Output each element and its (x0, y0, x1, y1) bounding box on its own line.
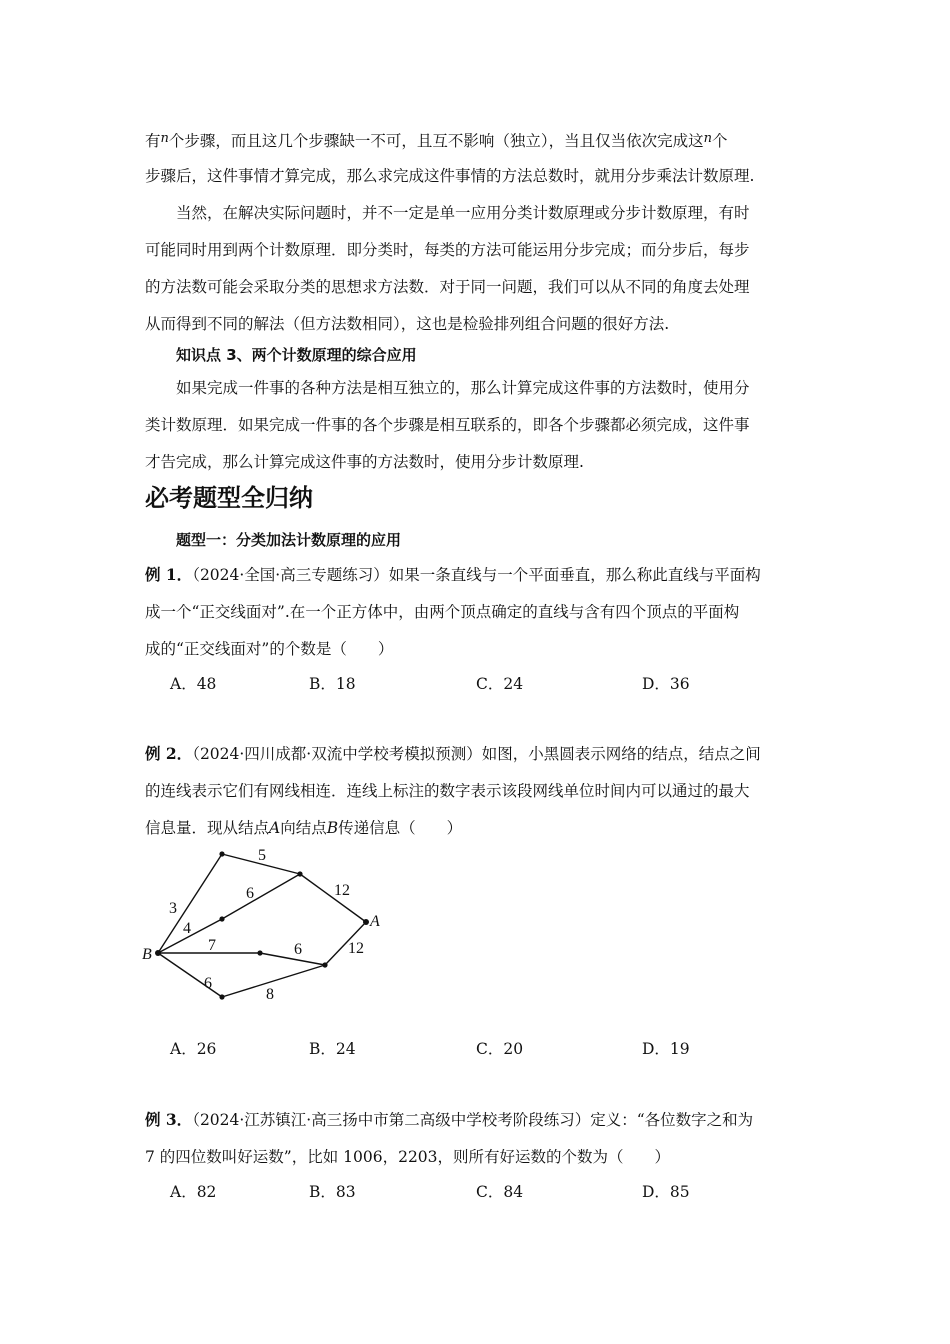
var-n: n (703, 131, 713, 146)
node-center (257, 950, 262, 955)
ex1-option-a: A．48 (170, 675, 217, 693)
network-graph (138, 840, 398, 1010)
ex3-option-c: C．84 (476, 1183, 524, 1201)
node-b-label: B (142, 946, 152, 963)
edge-label-4: 4 (183, 920, 191, 937)
ex2-option-b: B．24 (309, 1040, 356, 1058)
ex2-line-1: 例 2．（2024·四川成都·双流中学校考模拟预测）如图，小黑圆表示网络的结点，结点之间 (145, 744, 761, 763)
section-title: 必考题型全归纳 (145, 484, 313, 512)
intro-para2-line-2: 可能同时用到两个计数原理．即分类时，每类的方法可能运用分步完成；而分步后，每步 (145, 241, 750, 259)
intro-para2-line-1: 当然，在解决实际问题时，并不一定是单一应用分类计数原理或分步计数原理，有时 (176, 204, 750, 222)
node-a (363, 919, 369, 925)
edge-label-12-upper: 12 (334, 882, 350, 899)
type1-title: 题型一：分类加法计数原理的应用 (176, 531, 402, 549)
ex3-option-d: D．85 (642, 1183, 690, 1201)
node-bottom (219, 994, 224, 999)
edge-upper-a (300, 874, 366, 922)
ex3-line-1: 例 3．（2024·江苏镇江·高三扬中市第二高级中学校考阶段练习）定义：“各位数字之和为 (145, 1110, 754, 1129)
node-mid (219, 916, 224, 921)
node-lower (322, 962, 327, 967)
ex1-option-d: D．36 (642, 675, 690, 693)
node-a-label: A (370, 913, 380, 930)
ex2-line-2: 的连线表示它们有网线相连．连线上标注的数字表示该段网线单位时间内可以通过的最大 (145, 782, 750, 800)
edge-mid-upper (222, 874, 300, 919)
ex1-line-3: 成的“正交线面对”的个数是（ ） (145, 640, 394, 658)
edge-label-6-center: 6 (294, 941, 302, 958)
var-n: n (160, 131, 169, 146)
edge-b-bottom (158, 953, 222, 997)
ex2-option-d: D．19 (642, 1040, 690, 1058)
edge-label-8: 8 (266, 986, 274, 1003)
ex3-option-b: B．83 (309, 1183, 356, 1201)
intro-para2-line-4: 从而得到不同的解法（但方法数相同），这也是检验排列组合问题的很好方法. (145, 315, 670, 333)
kp3-line-1: 如果完成一件事的各种方法是相互独立的，那么计算完成这件事的方法数时，使用分 (176, 379, 750, 397)
ex1-line-2: 成一个“正交线面对”.在一个正方体中，由两个顶点确定的直线与含有四个顶点的平面构 (145, 603, 740, 621)
node-upper (297, 871, 302, 876)
edge-label-6-bottom: 6 (204, 975, 212, 992)
ex1-line-1: 例 1．（2024·全国·高三专题练习）如果一条直线与一个平面垂直，那么称此直线与平面构 (145, 565, 761, 584)
intro-line-2: 步骤后，这件事情才算完成，那么求完成这件事情的方法总数时，就用分步乘法计数原理. (145, 167, 755, 185)
ex2-option-c: C．20 (476, 1040, 524, 1058)
node-top (219, 851, 224, 856)
ex3-option-a: A．82 (170, 1183, 217, 1201)
ex1-option-b: B．18 (309, 675, 356, 693)
kp3-title: 知识点 3、两个计数原理的综合应用 (176, 346, 417, 364)
ex3-label: 例 3． (145, 1110, 193, 1129)
ex3-line-2: 7 的四位数叫好运数”，比如 1006，2203，则所有好运数的个数为（ ） (145, 1148, 671, 1166)
edge-label-3: 3 (169, 900, 177, 917)
kp3-line-3: 才告完成，那么计算完成这件事的方法数时，使用分步计数原理. (145, 453, 584, 471)
ex2-line-3: 信息量．现从结点A向结点B传递信息（ ） (145, 819, 463, 837)
edge-label-12-lower: 12 (348, 940, 364, 957)
intro-para2-line-3: 的方法数可能会采取分类的思想求方法数．对于同一问题，我们可以从不同的角度去处理 (145, 278, 750, 296)
node-b (155, 950, 161, 956)
ex1-label: 例 1． (145, 565, 193, 584)
intro-line-1: 有$^n$个步骤，而且这几个步骤缺一不可，且互不影响（独立），当且仅当依次完成这$^n$个 (145, 131, 728, 150)
ex1-option-c: C．24 (476, 675, 524, 693)
edge-label-5: 5 (258, 847, 266, 864)
edge-center-lower (260, 953, 325, 965)
edge-label-7: 7 (208, 937, 216, 954)
ex2-option-a: A．26 (170, 1040, 217, 1058)
edge-label-6-diag: 6 (246, 885, 254, 902)
kp3-line-2: 类计数原理．如果完成一件事的各个步骤是相互联系的，即各个步骤都必须完成，这件事 (145, 416, 750, 434)
ex2-label: 例 2． (145, 744, 193, 763)
